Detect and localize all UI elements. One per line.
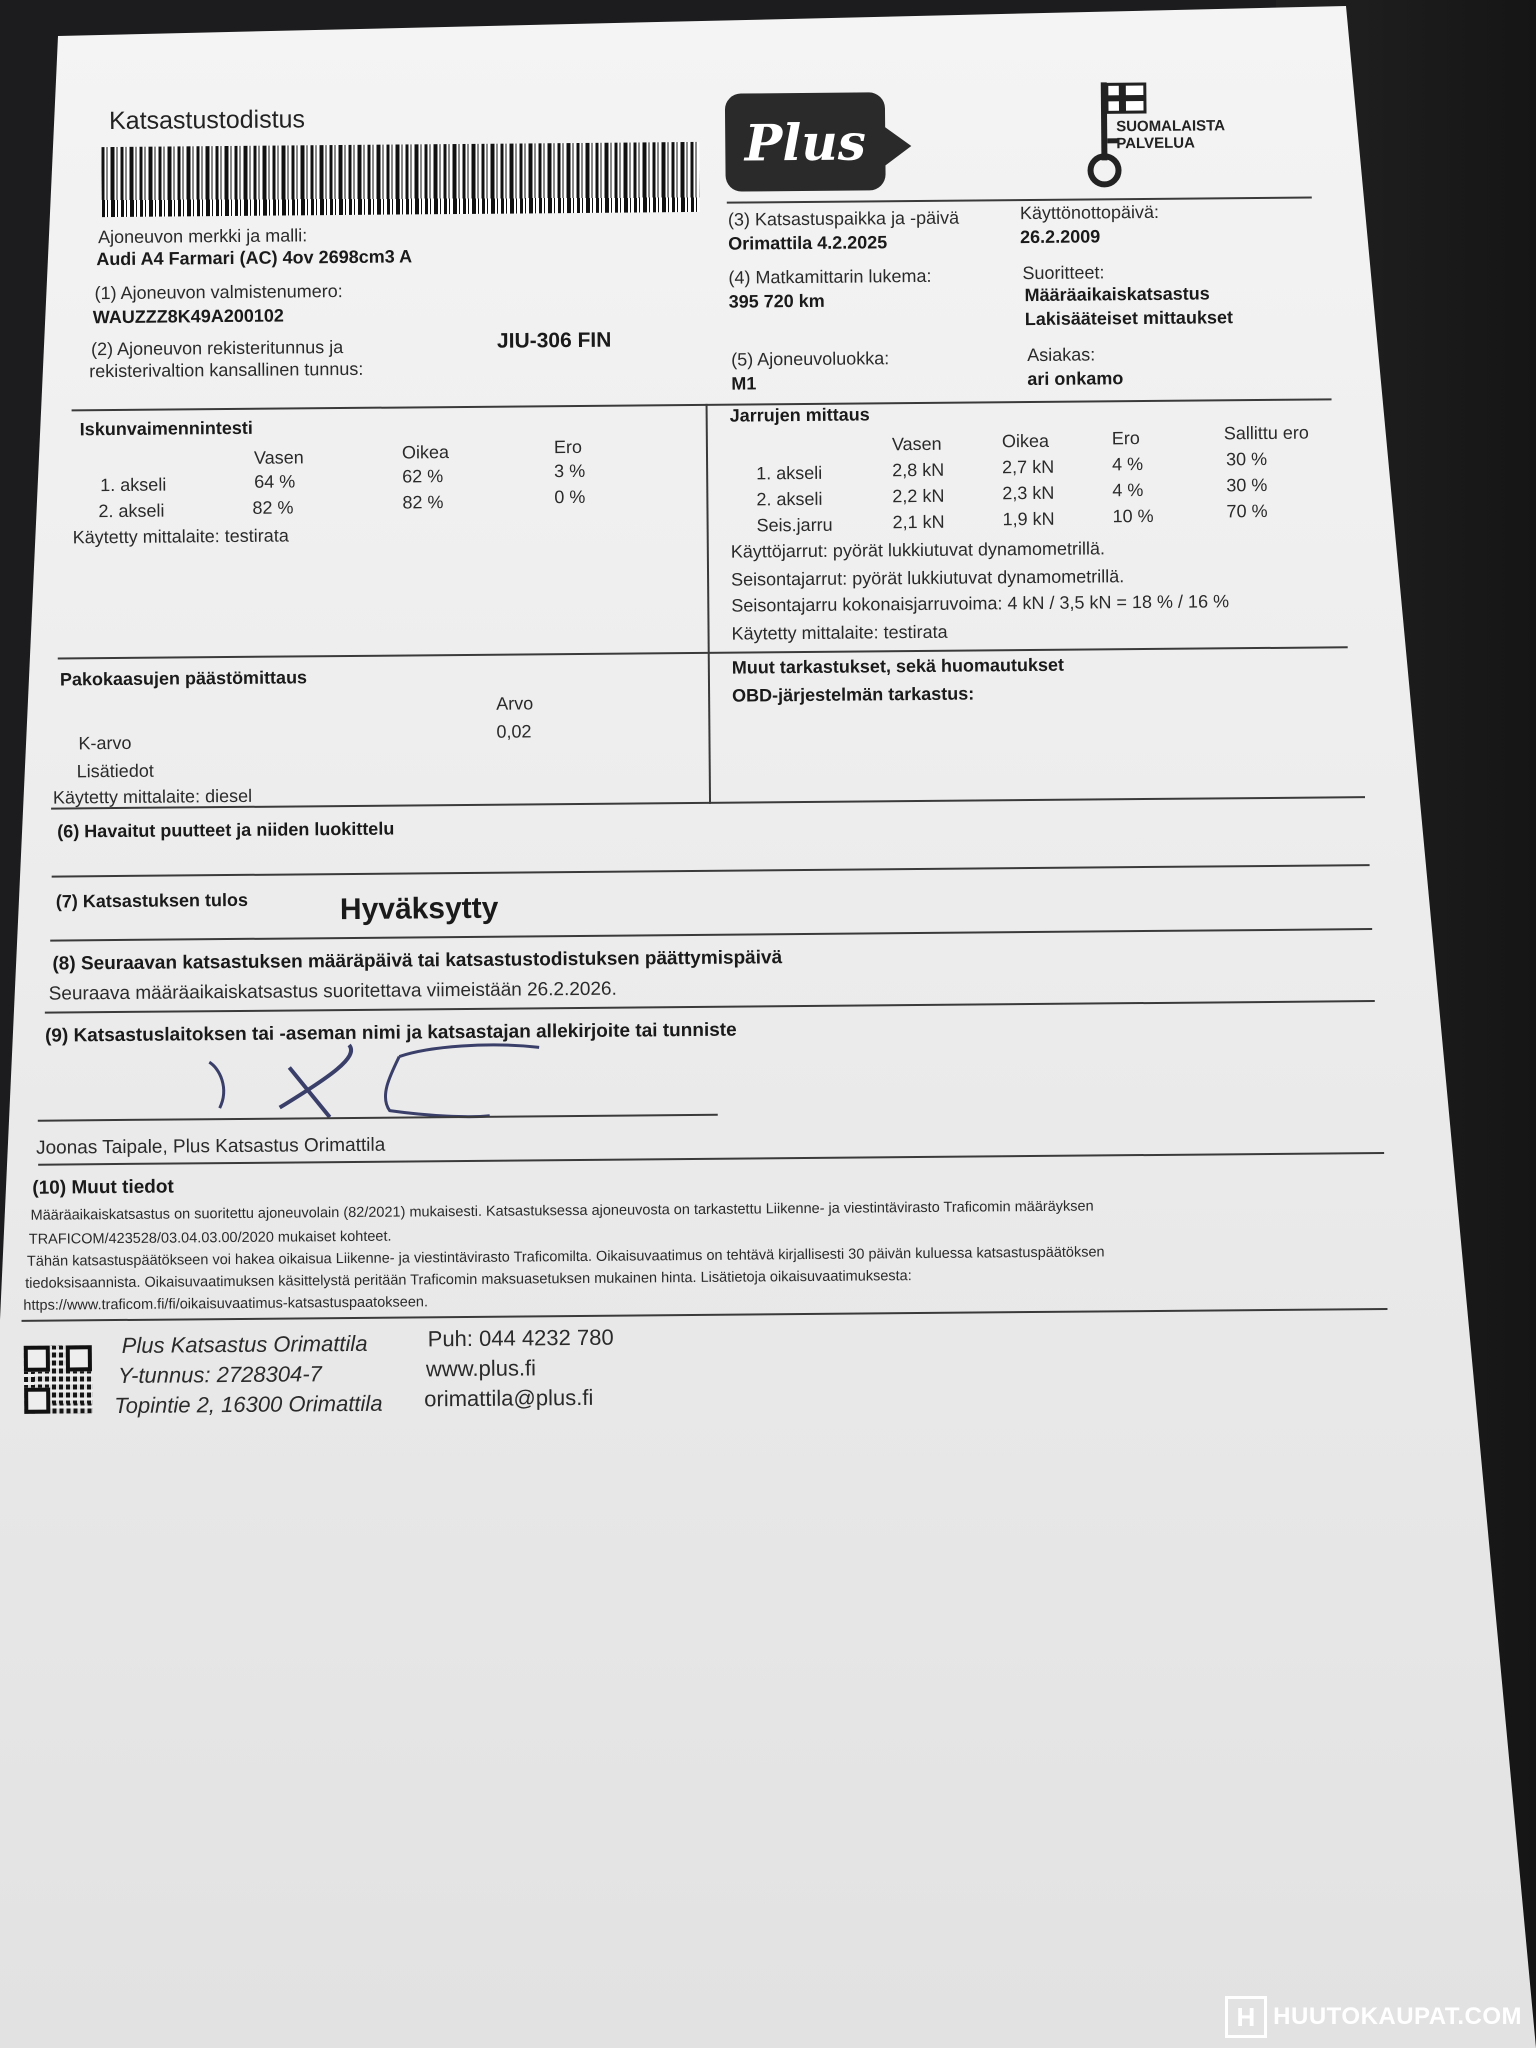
result-value: Hyväksytty: [339, 891, 499, 927]
brakes-title: Jarrujen mittaus: [729, 404, 870, 426]
performed-label: Suoritteet:: [1022, 262, 1105, 284]
brakes-row-2-allowed: 30 %: [1226, 474, 1268, 496]
shock-title: Iskunvaimennintesti: [79, 417, 253, 440]
first-use-value: 26.2.2009: [1020, 226, 1101, 248]
performed-1: Määräaikaiskatsastus: [1024, 283, 1210, 306]
shock-header-right: Oikea: [401, 442, 450, 463]
watermark: [1225, 1996, 1522, 2038]
section-divider-4: [52, 864, 1370, 878]
brakes-row-3-diff: 10 %: [1112, 505, 1154, 527]
footer-ytunnus: Y-tunnus: 2728304-7: [117, 1361, 322, 1389]
misc-line-2: TRAFICOM/423528/03.04.03.00/2020 mukaiset kohteet.: [28, 1228, 392, 1248]
section-divider-2: [58, 646, 1348, 659]
first-use-label: Käyttönottopäivä:: [1019, 201, 1160, 224]
section-divider-5: [50, 928, 1372, 942]
brakes-row-1-right: 2,7 kN: [1002, 456, 1055, 478]
barcode: [101, 142, 700, 217]
shock-header-diff: Ero: [553, 436, 583, 458]
place-value: Orimattila 4.2.2025: [728, 232, 888, 254]
odometer-value: 395 720 km: [728, 290, 825, 312]
emissions-device: Käytetty mittalaite: diesel: [52, 785, 253, 808]
brakes-note-2: Seisontajarrut: pyörät lukkiutuvat dynamometrillä.: [730, 566, 1125, 590]
watermark-text: HUUTOKAUPAT.COM: [1273, 2003, 1522, 2030]
result-label: (7) Katsastuksen tulos: [55, 889, 249, 912]
shock-row-1-left: 64 %: [254, 471, 296, 492]
emissions-k-value: 0,02: [496, 721, 532, 742]
performed-2: Lakisääteiset mittaukset: [1024, 307, 1234, 330]
customer-value: ari onkamo: [1027, 368, 1124, 390]
brakes-row-1-allowed: 30 %: [1225, 448, 1268, 470]
brakes-row-3-right: 1,9 kN: [1002, 508, 1055, 530]
brakes-row-1-diff: 4 %: [1112, 454, 1144, 475]
reg-value: JIU-306 FIN: [496, 328, 612, 353]
brakes-row-3-left: 2,1 kN: [892, 511, 945, 533]
reg-label-2: rekisterivaltion kansallinen tunnus:: [89, 358, 364, 382]
defects-title: (6) Havaitut puutteet ja niiden luokittelu: [57, 818, 395, 842]
customer-label: Asiakas:: [1027, 344, 1096, 366]
emissions-value-header: Arvo: [496, 693, 534, 714]
vin-value: WAUZZZ8K49A200102: [92, 305, 284, 328]
obd-check: OBD-järjestelmän tarkastus:: [732, 683, 975, 706]
misc-title: (10) Muut tiedot: [32, 1176, 174, 1199]
signature: [189, 1035, 550, 1128]
odometer-label: (4) Matkamittarin lukema:: [728, 265, 932, 288]
vin-label: (1) Ajoneuvon valmistenumero:: [94, 281, 343, 304]
next-inspection-value: Seuraava määräaikaiskatsastus suoritettava viimeistään 26.2.2026.: [48, 978, 617, 1005]
plus-logo: Plus: [725, 92, 886, 191]
brakes-note-3: Seisontajarru kokonaisjarruvoima: 4 kN / 3,5 kN = 18 % / 16 %: [731, 591, 1230, 616]
brakes-row-1-label: 1. akseli: [756, 462, 823, 484]
shock-header-left: Vasen: [253, 447, 304, 468]
brakes-row-3-label: Seis.jarru: [756, 514, 833, 536]
footer-company: Plus Katsastus Orimattila: [121, 1330, 368, 1358]
brakes-header-right: Oikea: [1001, 430, 1050, 452]
column-divider: [706, 404, 711, 804]
watermark-logo-icon: H: [1225, 1996, 1267, 2038]
other-checks-title: Muut tarkastukset, sekä huomautukset: [731, 654, 1065, 678]
qr-code: [24, 1345, 93, 1414]
brakes-row-2-diff: 4 %: [1112, 480, 1144, 501]
footer-email[interactable]: orimattila@plus.fi: [424, 1384, 594, 1412]
shock-row-2-label: 2. akseli: [98, 500, 165, 522]
class-label: (5) Ajoneuvoluokka:: [731, 348, 890, 370]
shock-device: Käytetty mittalaite: testirata: [72, 525, 289, 548]
make-model-value: Audi A4 Farmari (AC) 4ov 2698cm3 A: [96, 246, 413, 270]
brakes-header-allowed: Sallittu ero: [1223, 422, 1309, 444]
brakes-row-2-right: 2,3 kN: [1002, 482, 1055, 504]
misc-line-1: Määräaikaiskatsastus on suoritettu ajoneuvolain (82/2021) mukaisesti. Katsastuksessa ajoneuvosta on tarkastettu Liikenne- ja viestintävirasto Traficomin määräyksen: [30, 1198, 1094, 1224]
footer-phone: Puh: 044 4232 780: [427, 1324, 614, 1352]
brakes-row-2-label: 2. akseli: [756, 488, 823, 510]
shock-row-1-diff: 3 %: [554, 460, 586, 482]
emissions-extra-label: Lisätiedot: [76, 760, 154, 782]
emissions-k-label: K-arvo: [78, 732, 132, 754]
brakes-note-1: Käyttöjarrut: pyörät lukkiutuvat dynamometrillä.: [730, 538, 1106, 562]
place-label: (3) Katsastuspaikka ja -päivä: [727, 207, 960, 230]
emissions-title: Pakokaasujen päästömittaus: [59, 667, 308, 690]
footer-web[interactable]: www.plus.fi: [425, 1355, 537, 1382]
misc-line-3: Tähän katsastuspäätökseen voi hakea oikaisua Liikenne- ja viestintävirasto Traficomilta. Oikaisuvaatimus on tehtävä kirjallisesti 30 päivän kuluessa katsastuspäätöksen: [26, 1244, 1105, 1270]
footer-address: Topintie 2, 16300 Orimattila: [114, 1390, 383, 1419]
plus-logo-tail: [881, 124, 911, 168]
misc-link[interactable]: https://www.traficom.fi/fi/oikaisuvaatimus-katsastuspaatokseen.: [23, 1294, 429, 1314]
brakes-header-left: Vasen: [891, 433, 942, 455]
class-value: M1: [731, 373, 757, 394]
misc-line-4: tiedoksisaannista. Oikaisuvaatimuksen käsittelystä peritään Traficomin maksuasetuksen mukainen hinta. Lisätietoja oikaisuvaatimuksesta:: [25, 1268, 912, 1292]
document-title: Katsastustodistus: [108, 105, 306, 136]
reg-label-1: (2) Ajoneuvon rekisteritunnus ja: [90, 337, 344, 360]
signature-title: (9) Katsastuslaitoksen tai -aseman nimi ja katsastajan allekirjoite tai tunniste: [44, 1019, 737, 1047]
brakes-row-1-left: 2,8 kN: [892, 459, 945, 481]
make-model-label: Ajoneuvon merkki ja malli:: [97, 225, 308, 248]
shock-row-1-right: 62 %: [402, 466, 444, 487]
brakes-row-2-left: 2,2 kN: [892, 485, 945, 507]
shock-row-2-diff: 0 %: [554, 486, 586, 508]
section-divider-1: [72, 398, 1332, 411]
shock-row-1-label: 1. akseli: [100, 474, 167, 496]
next-inspection-title: (8) Seuraavan katsastuksen määräpäivä tai katsastustodistuksen päättymispäivä: [52, 947, 783, 975]
shock-row-2-left: 82 %: [252, 497, 294, 518]
inspector-name: Joonas Taipale, Plus Katsastus Orimattila: [35, 1134, 386, 1159]
shock-row-2-right: 82 %: [402, 492, 444, 513]
brakes-header-diff: Ero: [1111, 428, 1140, 449]
brakes-device: Käytetty mittalaite: testirata: [731, 621, 948, 644]
brakes-row-3-allowed: 70 %: [1226, 500, 1268, 522]
quality-logo-text: SUOMALAISTA PALVELUA: [1116, 117, 1225, 153]
